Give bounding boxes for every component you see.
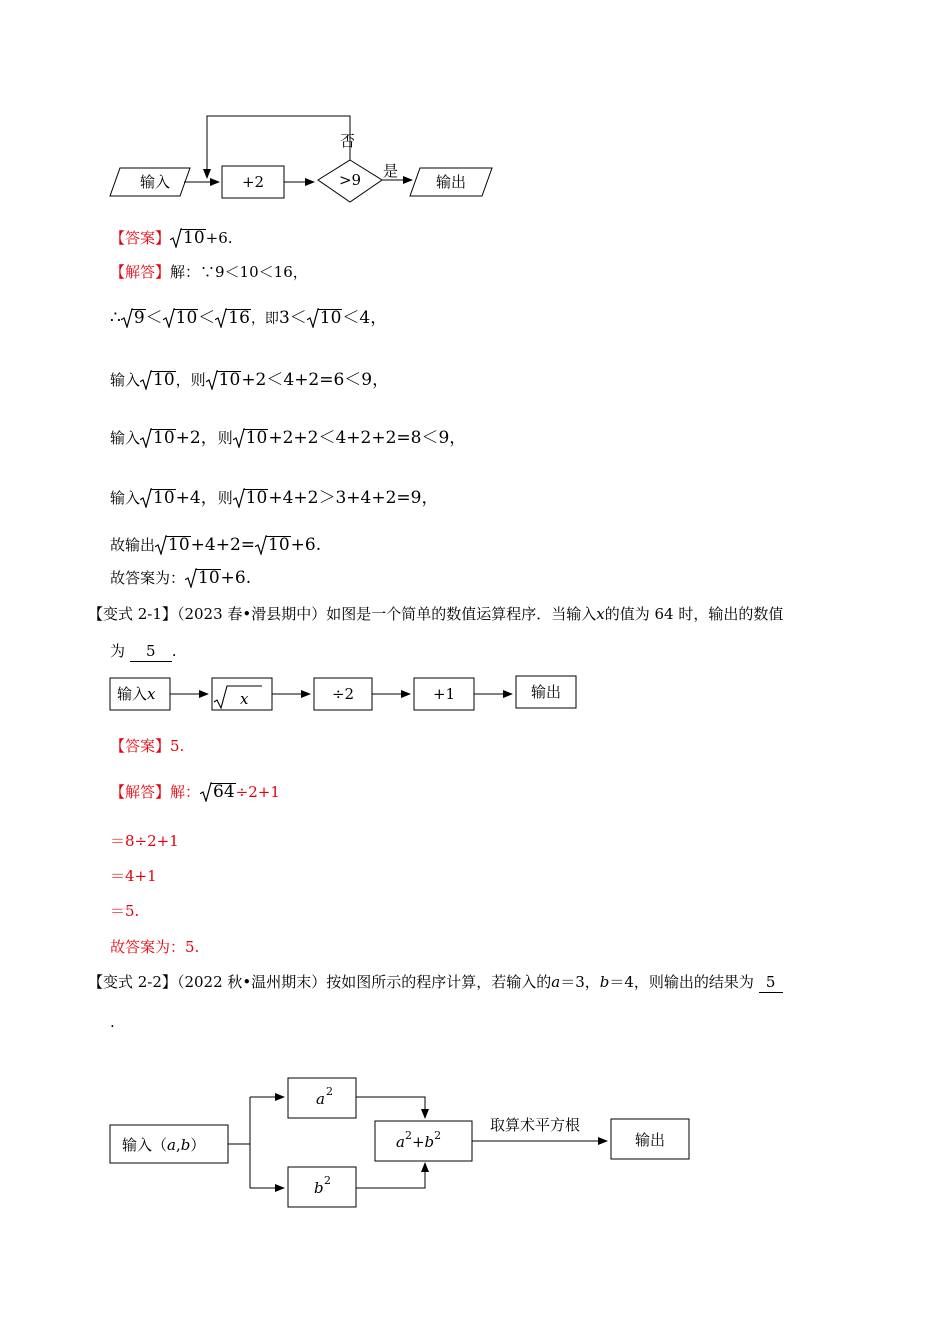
q1-line6	[110, 568, 251, 588]
variant-tag: 【变式 2-2】	[88, 973, 177, 991]
sqrt-10: 10	[206, 370, 242, 390]
solution-tag: 【解答】	[110, 783, 171, 801]
text: 故输出	[110, 536, 156, 554]
svg-text:输入（a,b）	[122, 1136, 205, 1154]
text: +4+2＞3+4+2=9，	[268, 488, 439, 508]
close-paren: ）	[190, 1136, 206, 1154]
text: +6.	[290, 535, 322, 555]
text: 解：	[170, 783, 201, 801]
q2-solution	[110, 782, 280, 802]
var-b: b	[599, 973, 610, 991]
var-b: b	[180, 1136, 191, 1154]
sqrt-64: 64	[200, 782, 236, 802]
input-label: 输入	[117, 685, 148, 703]
text: 输入	[110, 489, 141, 507]
answer-tag: 【答案】	[110, 229, 171, 247]
output-label: 输出	[634, 1131, 666, 1149]
input-label: 输入（	[122, 1136, 168, 1154]
condition-label: >9	[338, 171, 362, 189]
text: 输入	[110, 371, 141, 389]
q3-stem-line2: .	[110, 1013, 115, 1031]
var-a: a	[316, 1090, 325, 1108]
solution-tag: 【解答】	[110, 263, 171, 281]
sqrt-10: 10	[140, 428, 176, 448]
q1-line4	[110, 488, 439, 508]
text: ＝3，	[560, 973, 600, 991]
text: 3	[278, 308, 290, 328]
sqrt-10: 10	[155, 535, 191, 555]
q2-step2: ＝4+1	[110, 867, 157, 885]
sqrt-10: 10	[255, 535, 291, 555]
q2-step1: ＝8÷2+1	[110, 832, 179, 850]
sqrt-10: 10	[170, 228, 206, 248]
text: 则	[217, 429, 233, 447]
output-label: 输出	[530, 683, 562, 701]
text: +2+2＜4+2+2=8＜9，	[268, 428, 467, 448]
text: ，则	[175, 371, 206, 389]
exponent: 2	[326, 1085, 333, 1098]
q2-step3: ＝5.	[110, 902, 140, 920]
q1-solution-head	[110, 262, 308, 282]
text: （2023 春•滑县期中）如图是一个简单的数值运算程序．当输入	[176, 605, 597, 623]
var-x: x	[596, 605, 605, 623]
text: +4+2=	[190, 535, 256, 555]
comma: ,	[175, 1136, 181, 1154]
var-a: a	[396, 1133, 405, 1151]
variant-tag: 【变式 2-1】	[88, 605, 177, 623]
text: 为	[110, 642, 126, 660]
q2-final: 故答案为：5.	[110, 938, 200, 956]
q2-answer	[110, 736, 184, 756]
no-label: 否	[340, 132, 356, 150]
answer-blank: 5	[759, 972, 783, 993]
text: ＜4，	[342, 308, 388, 328]
answer-blank: 5	[130, 641, 172, 662]
flowchart-2	[100, 668, 590, 718]
sqrt-operation-label: 取算术平方根	[490, 1116, 581, 1134]
text: ÷2+1	[235, 783, 280, 801]
text: 故答案为：	[110, 569, 186, 587]
text: ＝4，则输出的结果为	[609, 973, 754, 991]
var-b: b	[424, 1133, 435, 1151]
divide-label: ÷2	[331, 685, 355, 703]
add-label: +1	[432, 685, 456, 703]
input-label: 输入	[139, 173, 171, 191]
sqrt-10: 10	[185, 568, 221, 588]
add-label: +2	[241, 173, 265, 191]
flowchart-3	[100, 1070, 700, 1215]
sqrt-10: 10	[140, 370, 176, 390]
sqrt-10: 10	[140, 488, 176, 508]
solution-head: 解：∵9＜10＜16，	[170, 263, 308, 281]
answer-tail: +6.	[205, 229, 233, 247]
sqrt-10: 10	[163, 308, 199, 328]
therefore: ∴	[110, 308, 121, 328]
lt: ＜	[198, 308, 216, 328]
text: ，即	[250, 311, 279, 327]
lt: ＜	[145, 308, 163, 328]
var-a: a	[551, 973, 561, 991]
exponent: 2	[434, 1129, 442, 1142]
plus: +	[411, 1133, 425, 1151]
yes-label: 是	[383, 162, 399, 180]
text: 输入	[110, 429, 141, 447]
q1-line2	[110, 370, 389, 390]
text: 则	[217, 489, 233, 507]
answer-value: 5.	[170, 737, 185, 755]
q3-stem	[88, 972, 783, 993]
q1-answer	[110, 228, 233, 248]
text: +4，	[175, 488, 218, 508]
exponent: 2	[324, 1174, 331, 1187]
sqrt-9: 9	[121, 308, 146, 328]
var-b: b	[314, 1179, 324, 1197]
text: +2＜4+2=6＜9，	[241, 370, 390, 390]
text: +6.	[220, 568, 252, 588]
answer-tag: 【答案】	[110, 737, 171, 755]
sqrt-10: 10	[233, 488, 269, 508]
flowchart-1	[100, 108, 500, 208]
q1-line3	[110, 428, 466, 448]
var-x: x	[147, 685, 156, 703]
exponent: 2	[404, 1129, 412, 1142]
q2-stem	[88, 604, 783, 624]
text: +2，	[175, 428, 218, 448]
svg-text:输入x	[117, 685, 156, 703]
sqrt-16: 16	[215, 308, 251, 328]
sqrt-x-label: x	[240, 690, 249, 708]
q1-line1	[110, 308, 387, 329]
output-label: 输出	[435, 173, 467, 191]
sqrt-10: 10	[233, 428, 269, 448]
sqrt-10: 10	[307, 308, 343, 328]
text: 的值为 64 时，输出的数值	[604, 605, 784, 623]
q1-line5	[110, 535, 321, 555]
text: .	[171, 642, 177, 660]
q2-stem-line2	[110, 641, 177, 662]
text: （2022 秋•温州期末）按如图所示的程序计算，若输入的	[176, 973, 552, 991]
var-a: a	[167, 1136, 176, 1154]
lt: ＜	[289, 308, 307, 328]
